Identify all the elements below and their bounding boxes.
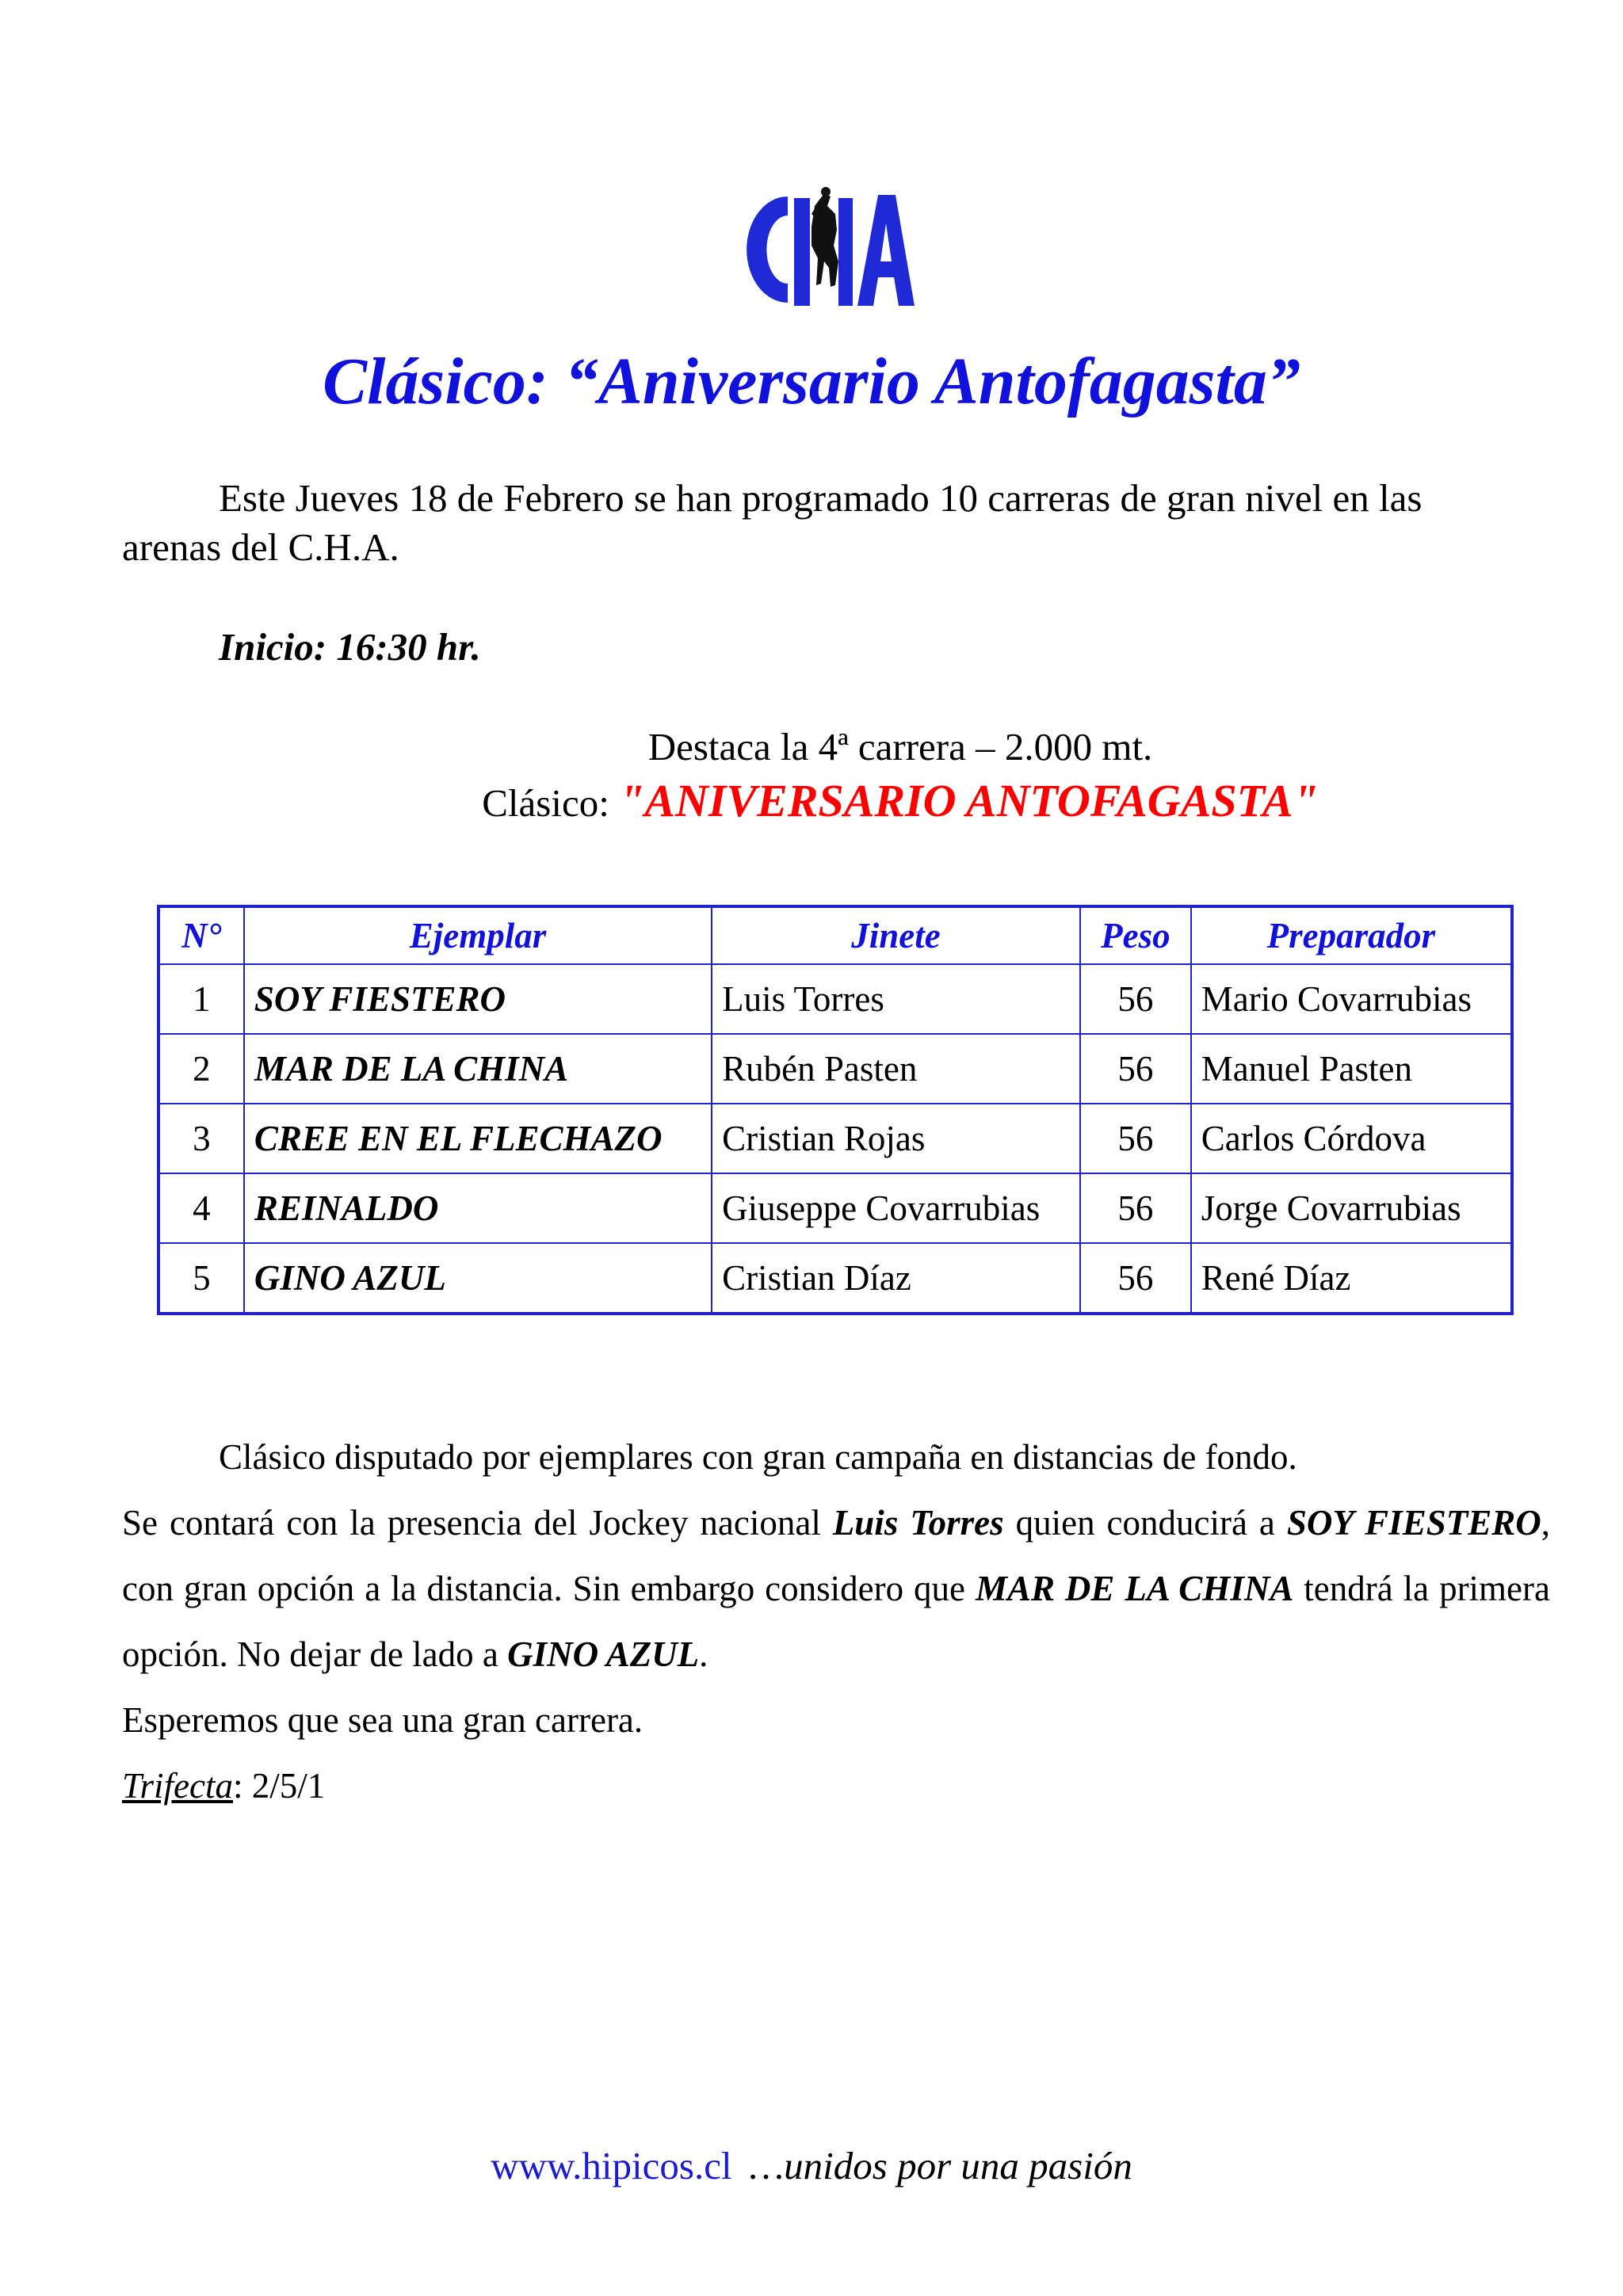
entry-number: 3 xyxy=(158,1104,244,1173)
header-weight: Peso xyxy=(1080,906,1191,964)
closing-section xyxy=(122,1425,1550,1819)
text-run: , con gran opción a la distancia. Sin embargo considero que xyxy=(122,1503,1550,1608)
table-row xyxy=(158,1034,1512,1104)
entry-horse: CREE EN EL FLECHAZO xyxy=(244,1104,712,1173)
closing-paragraph-2 xyxy=(122,1490,1550,1688)
logo-cha-horse xyxy=(739,182,917,317)
entries-table xyxy=(157,905,1514,1315)
entry-horse: MAR DE LA CHINA xyxy=(244,1034,712,1104)
jockey-name: Luis Torres xyxy=(832,1503,1004,1543)
entry-jockey: Giuseppe Covarrubias xyxy=(712,1173,1080,1243)
footer xyxy=(0,2142,1623,2190)
horse-name: GINO AZUL xyxy=(507,1634,700,1674)
entry-trainer: Mario Covarrubias xyxy=(1191,964,1512,1034)
entry-number: 5 xyxy=(158,1243,244,1314)
horse-name: MAR DE LA CHINA xyxy=(975,1569,1294,1608)
entry-number: 1 xyxy=(158,964,244,1034)
header-number: N° xyxy=(158,906,244,964)
start-time: Inicio: 16:30 hr. xyxy=(219,625,481,669)
entry-jockey: Luis Torres xyxy=(712,964,1080,1034)
horse-name: SOY FIESTERO xyxy=(1286,1503,1541,1543)
entry-weight: 56 xyxy=(1080,1243,1191,1314)
closing-paragraph-1: Clásico disputado por ejemplares con gran campaña en distancias de fondo. xyxy=(219,1437,1297,1477)
trifecta-line xyxy=(122,1753,1550,1819)
closing-paragraph-3: Esperemos que sea una gran carrera. xyxy=(122,1700,643,1740)
document-title: Clásico: “Aniversario Antofagasta” xyxy=(323,345,1300,418)
trifecta-value: : 2/5/1 xyxy=(233,1766,326,1806)
entry-trainer: Carlos Córdova xyxy=(1191,1104,1512,1173)
text-run: quien conducirá a xyxy=(1003,1503,1287,1543)
header-trainer: Preparador xyxy=(1191,906,1512,964)
entry-number: 4 xyxy=(158,1173,244,1243)
header-horse: Ejemplar xyxy=(244,906,712,964)
text-run: . xyxy=(699,1634,708,1674)
footer-website: www.hipicos.cl xyxy=(491,2144,732,2187)
entry-weight: 56 xyxy=(1080,964,1191,1034)
table-row xyxy=(158,1243,1512,1314)
text-run: tendrá la primera opción. No dejar de lado a xyxy=(122,1569,1550,1674)
entry-horse: REINALDO xyxy=(244,1173,712,1243)
entry-weight: 56 xyxy=(1080,1173,1191,1243)
classic-prefix: Clásico: xyxy=(482,781,620,825)
entry-jockey: Rubén Pasten xyxy=(712,1034,1080,1104)
table-row xyxy=(158,1104,1512,1173)
entry-trainer: Manuel Pasten xyxy=(1191,1034,1512,1104)
entry-weight: 56 xyxy=(1080,1104,1191,1173)
entry-jockey: Cristian Díaz xyxy=(712,1243,1080,1314)
intro-text: Este Jueves 18 de Febrero se han programado 10 carreras de gran nivel en las arenas del C.H.A. xyxy=(122,476,1423,569)
classic-name: "ANIVERSARIO ANTOFAGASTA" xyxy=(619,775,1319,826)
entry-number: 2 xyxy=(158,1034,244,1104)
entry-trainer: Jorge Covarrubias xyxy=(1191,1173,1512,1243)
entry-trainer: René Díaz xyxy=(1191,1243,1512,1314)
entry-weight: 56 xyxy=(1080,1034,1191,1104)
featured-race: Destaca la 4ª carrera – 2.000 mt. xyxy=(647,725,1153,769)
trifecta-label: Trifecta xyxy=(122,1766,234,1806)
table-header-row xyxy=(158,906,1512,964)
text-run: Se contará con la presencia del Jockey nacional xyxy=(122,1503,833,1543)
entry-horse: GINO AZUL xyxy=(244,1243,712,1314)
entry-horse: SOY FIESTERO xyxy=(244,964,712,1034)
table-row xyxy=(158,964,1512,1034)
table-row xyxy=(158,1173,1512,1243)
header-jockey: Jinete xyxy=(712,906,1080,964)
intro-paragraph xyxy=(122,474,1525,572)
entry-jockey: Cristian Rojas xyxy=(712,1104,1080,1173)
footer-slogan: …unidos por una pasión xyxy=(749,2144,1132,2187)
featured-classic xyxy=(89,776,1623,828)
